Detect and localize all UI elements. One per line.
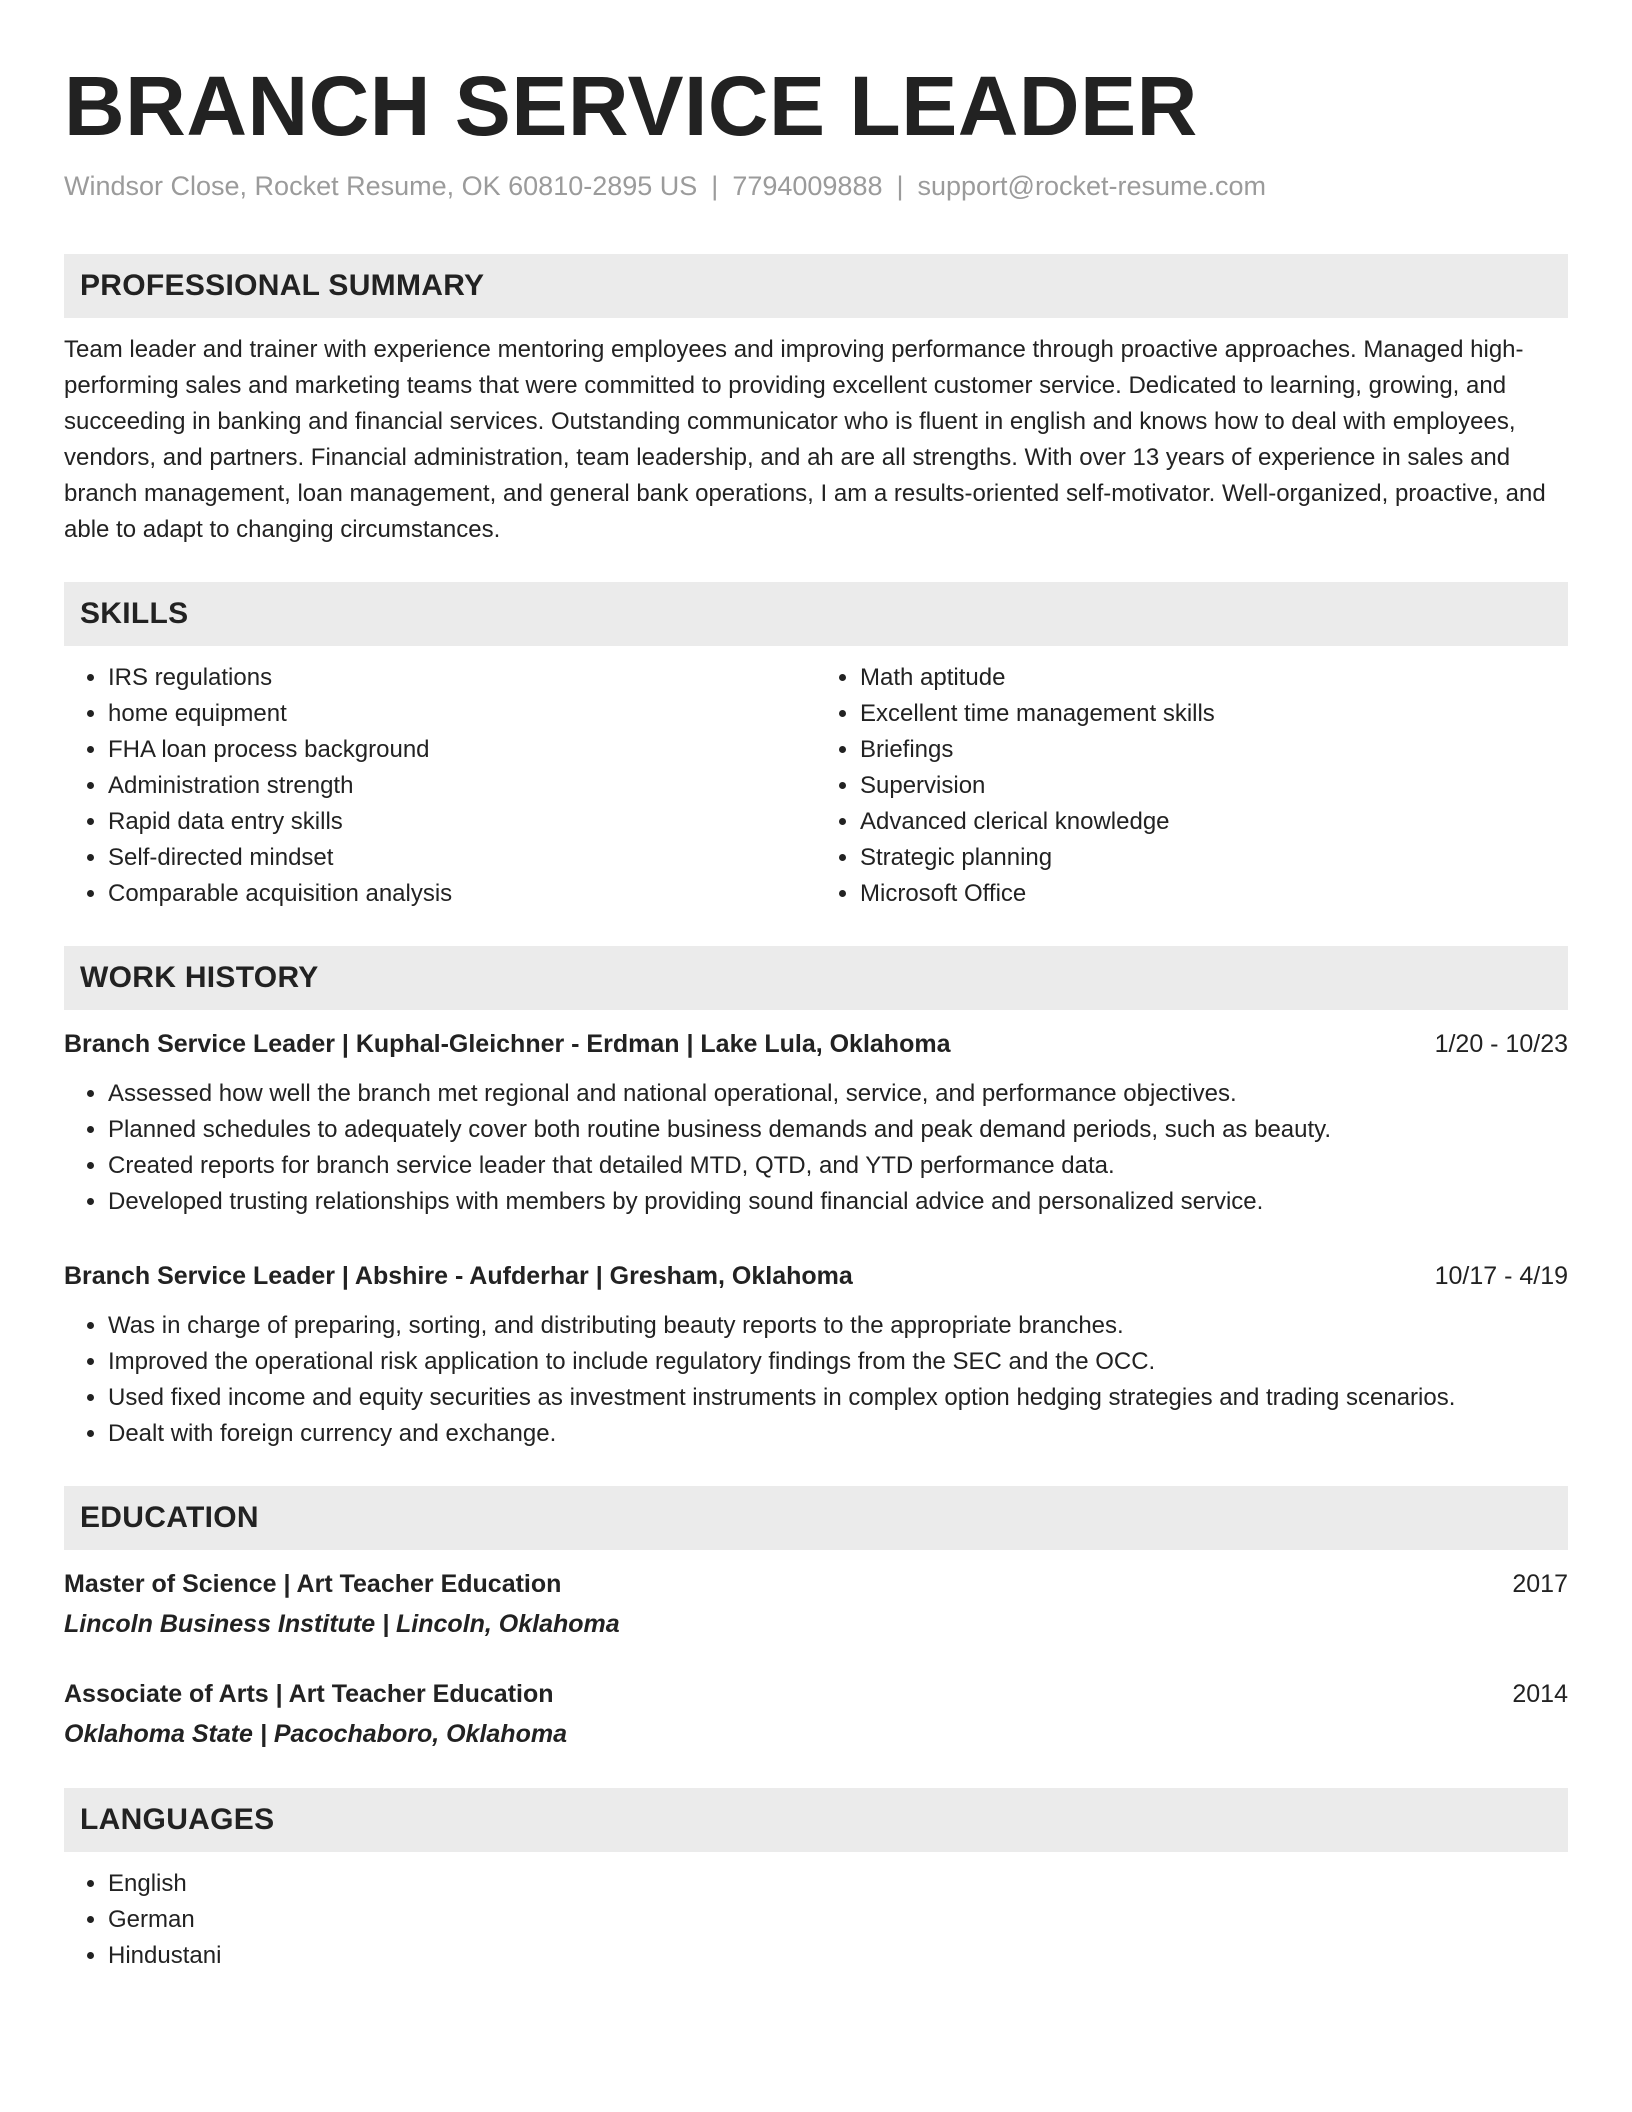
skill-item: • IRS regulations — [108, 660, 816, 696]
job-dates: 1/20 - 10/23 — [1434, 1030, 1568, 1058]
skill-item: • Rapid data entry skills — [108, 804, 816, 840]
skill-item: • Briefings — [860, 732, 1568, 768]
skill-item: • Math aptitude — [860, 660, 1568, 696]
summary-text: Team leader and trainer with experience mentoring employees and improving performance through proactive approaches. Managed high-performing sales and marketing teams that were committed to providing excellent customer service. Dedicated to learning, growing, and succeeding in banking and financial services. Outstanding communicator who is fluent in english and knows how to deal with employees, vendors, and partners. Financial administration, team leadership, and ah are all strengths. With over 13 years of experience in sales and branch management, loan management, and general bank operations, I am a results-oriented self-motivator. Well-organized, proactive, and able to adapt to changing circumstances. — [64, 336, 1546, 543]
contact-phone: 7794009888 — [732, 171, 883, 201]
job-bullet: • Developed trusting relationships with members by providing sound financial advice and personalized service. — [108, 1184, 1568, 1220]
job-title: Branch Service Leader | Abshire - Aufderhar | Gresham, Oklahoma — [64, 1262, 853, 1290]
job-bullet: • Created reports for branch service leader that detailed MTD, QTD, and YTD performance data. — [108, 1148, 1568, 1184]
job-title: Branch Service Leader | Kuphal-Gleichner - Erdman | Lake Lula, Oklahoma — [64, 1030, 951, 1058]
skills-heading: SKILLS — [80, 597, 189, 630]
summary-section — [64, 254, 1568, 548]
skills-column-right — [816, 660, 1568, 912]
skill-item: • Self-directed mindset — [108, 840, 816, 876]
education-section — [64, 1486, 1568, 1754]
school-name: Oklahoma State | Pacochaboro, Oklahoma — [64, 1720, 567, 1748]
job-bullet: • Planned schedules to adequately cover both routine business demands and peak demand periods, such as beauty. — [108, 1112, 1568, 1148]
education-header — [64, 1564, 1568, 1604]
language-item: • Hindustani — [108, 1938, 1568, 1974]
skill-item: • home equipment — [108, 696, 816, 732]
job-bullet: • Dealt with foreign currency and exchange. — [108, 1416, 1568, 1452]
contact-email: support@rocket-resume.com — [917, 171, 1267, 201]
education-entry — [64, 1674, 1568, 1754]
work-history-section — [64, 946, 1568, 1452]
skill-item: • FHA loan process background — [108, 732, 816, 768]
school-name: Lincoln Business Institute | Lincoln, Oklahoma — [64, 1610, 620, 1638]
job-header — [64, 1024, 1568, 1064]
summary-heading: PROFESSIONAL SUMMARY — [80, 269, 485, 302]
skill-item: • Microsoft Office — [860, 876, 1568, 912]
candidate-name: BRANCH SERVICE LEADER — [64, 59, 1198, 153]
skills-column-left — [64, 660, 816, 912]
skill-item: • Comparable acquisition analysis — [108, 876, 816, 912]
skill-item: • Administration strength — [108, 768, 816, 804]
skills-grid — [64, 660, 1568, 912]
job-bullet: • Improved the operational risk application to include regulatory findings from the SEC and the OCC. — [108, 1344, 1568, 1380]
graduation-year: 2014 — [1512, 1680, 1568, 1708]
job-bullet: • Used fixed income and equity securities as investment instruments in complex option hedging strategies and trading scenarios. — [108, 1380, 1568, 1416]
job-dates: 10/17 - 4/19 — [1434, 1262, 1568, 1290]
education-header — [64, 1674, 1568, 1714]
job-header — [64, 1256, 1568, 1296]
job-bullets — [64, 1076, 1568, 1220]
languages-heading: LANGUAGES — [80, 1803, 275, 1836]
graduation-year: 2017 — [1512, 1570, 1568, 1598]
education-heading: EDUCATION — [80, 1501, 259, 1534]
education-entry — [64, 1564, 1568, 1644]
languages-section — [64, 1788, 1568, 1974]
contact-line — [64, 168, 1568, 204]
language-item: • German — [108, 1902, 1568, 1938]
section-header — [64, 1486, 1568, 1550]
language-item: • English — [108, 1866, 1568, 1902]
job-entry — [64, 1024, 1568, 1220]
section-header — [64, 1788, 1568, 1852]
job-bullet: • Was in charge of preparing, sorting, and distributing beauty reports to the appropriate branches. — [108, 1308, 1568, 1344]
contact-separator: | — [896, 171, 904, 201]
degree-title: Associate of Arts | Art Teacher Education — [64, 1680, 554, 1708]
skill-item: • Advanced clerical knowledge — [860, 804, 1568, 840]
skill-item: • Supervision — [860, 768, 1568, 804]
contact-separator: | — [711, 171, 719, 201]
job-bullet: • Assessed how well the branch met regional and national operational, service, and performance objectives. — [108, 1076, 1568, 1112]
degree-title: Master of Science | Art Teacher Education — [64, 1570, 562, 1598]
languages-list — [64, 1866, 1568, 1974]
section-header — [64, 254, 1568, 318]
skill-item: • Excellent time management skills — [860, 696, 1568, 732]
skill-item: • Strategic planning — [860, 840, 1568, 876]
job-bullets — [64, 1308, 1568, 1452]
section-header — [64, 582, 1568, 646]
section-header — [64, 946, 1568, 1010]
skills-section — [64, 582, 1568, 912]
job-entry — [64, 1256, 1568, 1452]
work-history-heading: WORK HISTORY — [80, 961, 319, 994]
contact-address: Windsor Close, Rocket Resume, OK 60810-2895 US — [64, 171, 698, 201]
